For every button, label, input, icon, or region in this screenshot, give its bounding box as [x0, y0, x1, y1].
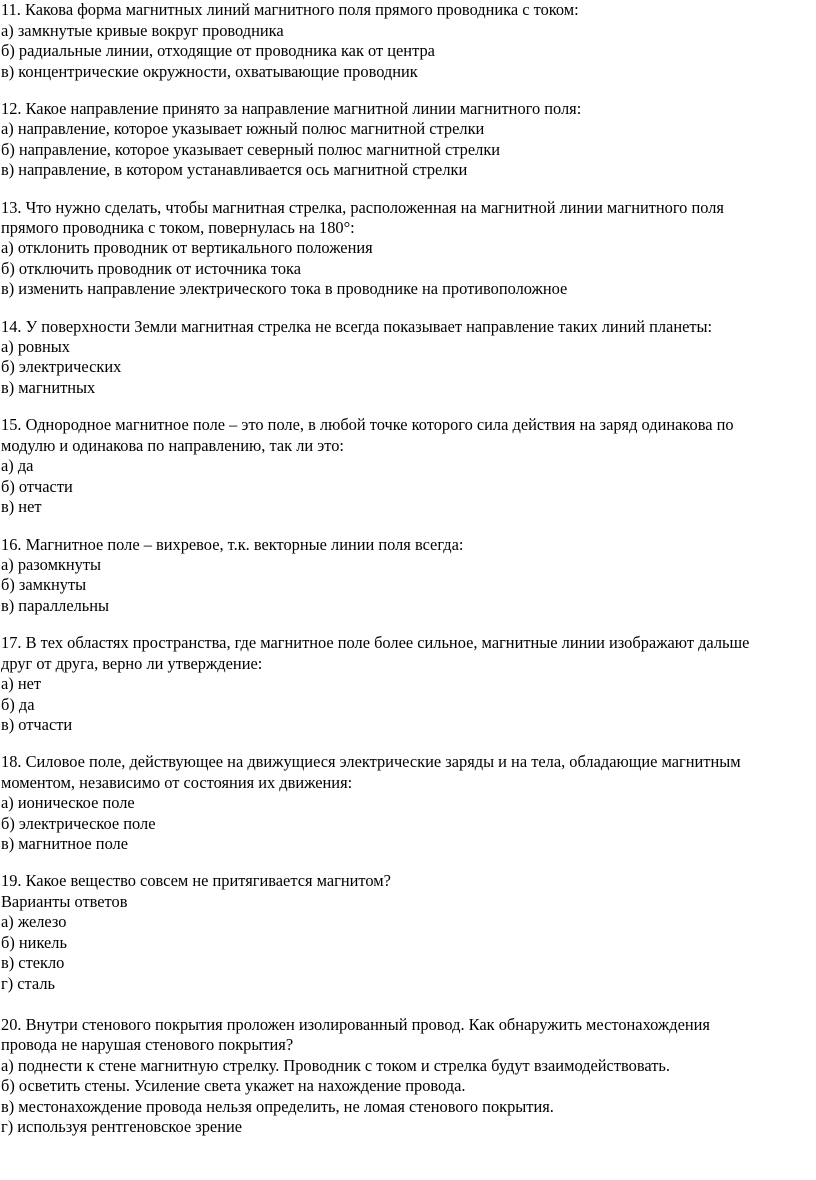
answer-option: в) изменить направление электрического тока в проводнике на противоположное — [1, 279, 568, 298]
answer-option: в) магнитное поле — [1, 834, 129, 853]
answer-option: б) электрическое поле — [1, 814, 156, 833]
question-text: провода не нарушая стенового покрытия? — [1, 1035, 294, 1054]
answer-option: б) радиальные линии, отходящие от проводника как от центра — [1, 41, 435, 60]
answer-option: в) параллельны — [1, 596, 110, 615]
answer-option: б) отключить проводник от источника тока — [1, 259, 302, 278]
question-text: 18. Силовое поле, действующее на движущиеся электрические заряды и на тела, обладающие магнитным — [1, 752, 741, 771]
answer-option: г) сталь — [1, 974, 55, 993]
question-text: друг от друга, верно ли утверждение: — [1, 654, 263, 673]
answer-option: а) да — [1, 456, 34, 475]
answer-option: а) поднести к стене магнитную стрелку. Проводник с током и стрелка будут взаимодействовать. — [1, 1056, 670, 1075]
answer-option: б) электрических — [1, 357, 122, 376]
answer-option: а) нет — [1, 674, 42, 693]
answer-option: в) отчасти — [1, 715, 73, 734]
question-text: 14. У поверхности Земли магнитная стрелка не всегда показывает направление таких линий планеты: — [1, 317, 713, 336]
question-text: 17. В тех областях пространства, где магнитное поле более сильное, магнитные линии изображают дальше — [1, 633, 750, 652]
answer-option: б) осветить стены. Усиление света укажет на нахождение провода. — [1, 1076, 466, 1095]
answer-option: а) направление, которое указывает южный полюс магнитной стрелки — [1, 119, 485, 138]
answer-option: а) замкнутые кривые вокруг проводника — [1, 21, 284, 40]
answer-option: б) направление, которое указывает северный полюс магнитной стрелки — [1, 140, 501, 159]
question-text: прямого проводника с током, повернулась на 180°: — [1, 218, 355, 237]
answer-option: в) нет — [1, 497, 42, 516]
question-text: 19. Какое вещество совсем не притягивается магнитом? — [1, 871, 391, 890]
question-text: 15. Однородное магнитное поле – это поле, в любой точке которого сила действия на заряд одинакова по — [1, 415, 734, 434]
answer-option: а) ровных — [1, 337, 70, 356]
answer-options-heading: Варианты ответов — [1, 892, 128, 911]
question-text: 20. Внутри стенового покрытия проложен изолированный провод. Как обнаружить местонахождения — [1, 1015, 710, 1034]
question-text: моментом, независимо от состояния их движения: — [1, 773, 353, 792]
question-text: 11. Какова форма магнитных линий магнитного поля прямого проводника с током: — [1, 0, 579, 19]
question-text: 13. Что нужно сделать, чтобы магнитная стрелка, расположенная на магнитной линии магнитного поля — [1, 198, 724, 217]
answer-option: б) замкнуты — [1, 575, 87, 594]
question-text: модулю и одинакова по направлению, так ли это: — [1, 436, 344, 455]
answer-option: б) никель — [1, 933, 67, 952]
answer-option: в) местонахождение провода нельзя определить, не ломая стенового покрытия. — [1, 1097, 554, 1116]
answer-option: г) используя рентгеновское зрение — [1, 1117, 243, 1136]
answer-option: а) разомкнуты — [1, 555, 102, 574]
answer-option: в) направление, в котором устанавливается ось магнитной стрелки — [1, 160, 468, 179]
answer-option: а) отклонить проводник от вертикального положения — [1, 238, 373, 257]
answer-option: а) ионическое поле — [1, 793, 135, 812]
answer-option: в) магнитных — [1, 378, 96, 397]
answer-option: а) железо — [1, 912, 67, 931]
answer-option: б) да — [1, 695, 35, 714]
answer-option: б) отчасти — [1, 477, 73, 496]
answer-option: в) концентрические окружности, охватывающие проводник — [1, 62, 418, 81]
question-text: 16. Магнитное поле – вихревое, т.к. векторные линии поля всегда: — [1, 535, 464, 554]
question-text: 12. Какое направление принято за направление магнитной линии магнитного поля: — [1, 99, 582, 118]
answer-option: в) стекло — [1, 953, 65, 972]
